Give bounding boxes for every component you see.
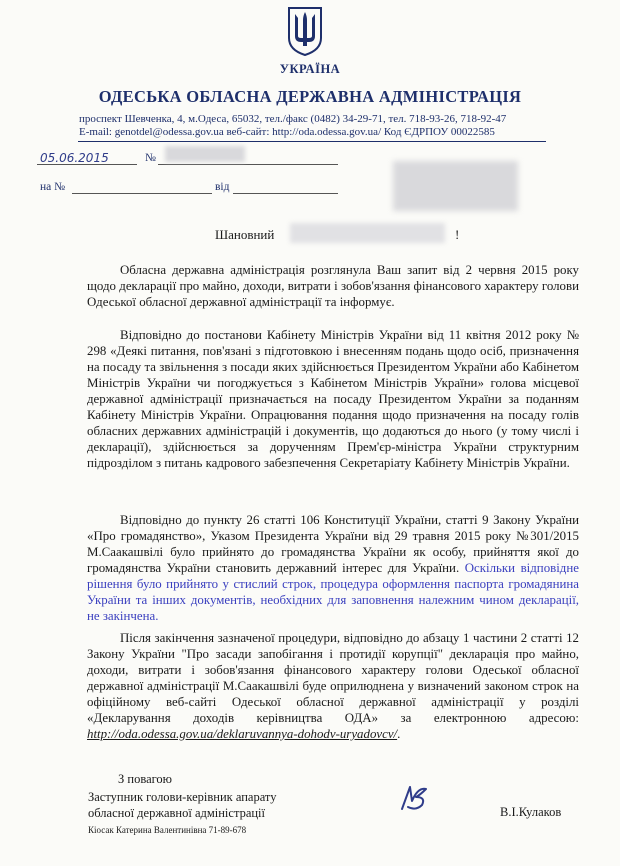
signer-name: В.І.Кулаков [500, 805, 562, 819]
paragraph-2: Відповідно до постанови Кабінету Міністрів України від 11 квітня 2012 року № 298 «Деякі питання, пов'язані з підготовкою і внесенням подань щодо осіб, призначення на посаду та звільнення з посади яких здійснюється Президентом України або Кабінетом Міністрів України чи погоджується з Кабінетом Міністрів України» голова місцевої державної адміністрації призначається на посаду Президентом України за поданням Кабінету Міністрів України. Опрацювання подання щодо призначення на посаду голів обласних державних адміністрацій і документів, що додаються до нього (у тому числі і декларації), здійснюється за дорученням Прем'єр-міністра України структурним підрозділом з питань кадрового забезпечення Секретаріату Кабінету Міністрів України. [87, 328, 579, 470]
salutation-end: ! [455, 227, 460, 242]
paragraph-3-text: Відповідно до пункту 26 статті 106 Конституції України, статті 9 Закону України «Про громадянство», Указом Президента України від 29 травня 2015 року №301/2015 М.Саакашвілі було прийнято до громадянства України як особу, прийняття якої до громадянства України становить державний інтерес для України. [87, 513, 579, 575]
contacts-line: E-mail: genotdel@odessa.gov.ua веб-сайт: http://oda.odessa.gov.ua/ Код ЄДРПОУ 00022585 [79, 126, 495, 138]
from-date-label: від [215, 181, 230, 193]
reference-label: на № [40, 181, 66, 193]
paragraph-1: Обласна державна адміністрація розглянула Ваш запит від 2 червня 2015 року щодо декларації про майно, доходи, витрати і зобов'язання фінансового характеру голови Одеської обласної державної адміністрації та інформує. [87, 263, 579, 309]
signer-position-line1: Заступник голови-керівник апарату [88, 790, 277, 804]
salutation: Шановний [215, 227, 275, 242]
tryzub-coat-of-arms-icon [287, 6, 323, 56]
paragraph-4-end: . [397, 727, 401, 741]
outgoing-date: 05.06.2015 [40, 151, 109, 165]
country-name: УКРАЇНА [279, 62, 341, 76]
declarations-link[interactable]: http://oda.odessa.gov.ua/deklaruvannya-dohodv-uryadovcv/ [87, 727, 398, 741]
signer-position-line2: обласної державної адміністрації [88, 806, 266, 820]
letterhead-divider [78, 141, 546, 142]
paragraph-3-highlight: Оскільки відповідне рішення було прийнято у стислий строк, процедура оформлення паспорта громадянина України та інших документів, необхідних для заповнення належним чином декларації, не закінчена. [87, 561, 579, 623]
paragraph-3 [87, 512, 579, 624]
redacted-recipient-address [393, 161, 518, 211]
organization-name: ОДЕСЬКА ОБЛАСНА ДЕРЖАВНА АДМІНІСТРАЦІЯ [98, 87, 522, 106]
redacted-recipient-name [290, 223, 445, 243]
redacted-number [165, 146, 245, 162]
from-date-underline [233, 181, 338, 194]
executor-note: Кіосак Катерина Валентинівна 71-89-678 [88, 825, 247, 835]
reference-underline [72, 181, 212, 194]
closing-phrase: З повагою [118, 772, 173, 786]
handwritten-signature [396, 783, 436, 815]
paragraph-4 [87, 630, 579, 742]
address-line: проспект Шевченка, 4, м.Одеса, 65032, тел./факс (0482) 34-29-71, тел. 718-93-26, 718-92-47 [79, 113, 507, 125]
paragraph-4-text: Після закінчення зазначеної процедури, відповідно до абзацу 1 частини 2 статті 12 Закону України "Про засади запобігання і протидії корупції" декларація про майно, доходи, витрати і зобов'язання фінансового характеру голови Одеської обласної державної адміністрації М.Саакашвілі буде оприлюднена у визначений законом строк на офіційному веб-сайті Одеської обласної державної адміністрації у розділі «Декларування доходів керівництва ОДА» за електронною адресою: [87, 631, 579, 725]
number-label: № [145, 152, 156, 164]
